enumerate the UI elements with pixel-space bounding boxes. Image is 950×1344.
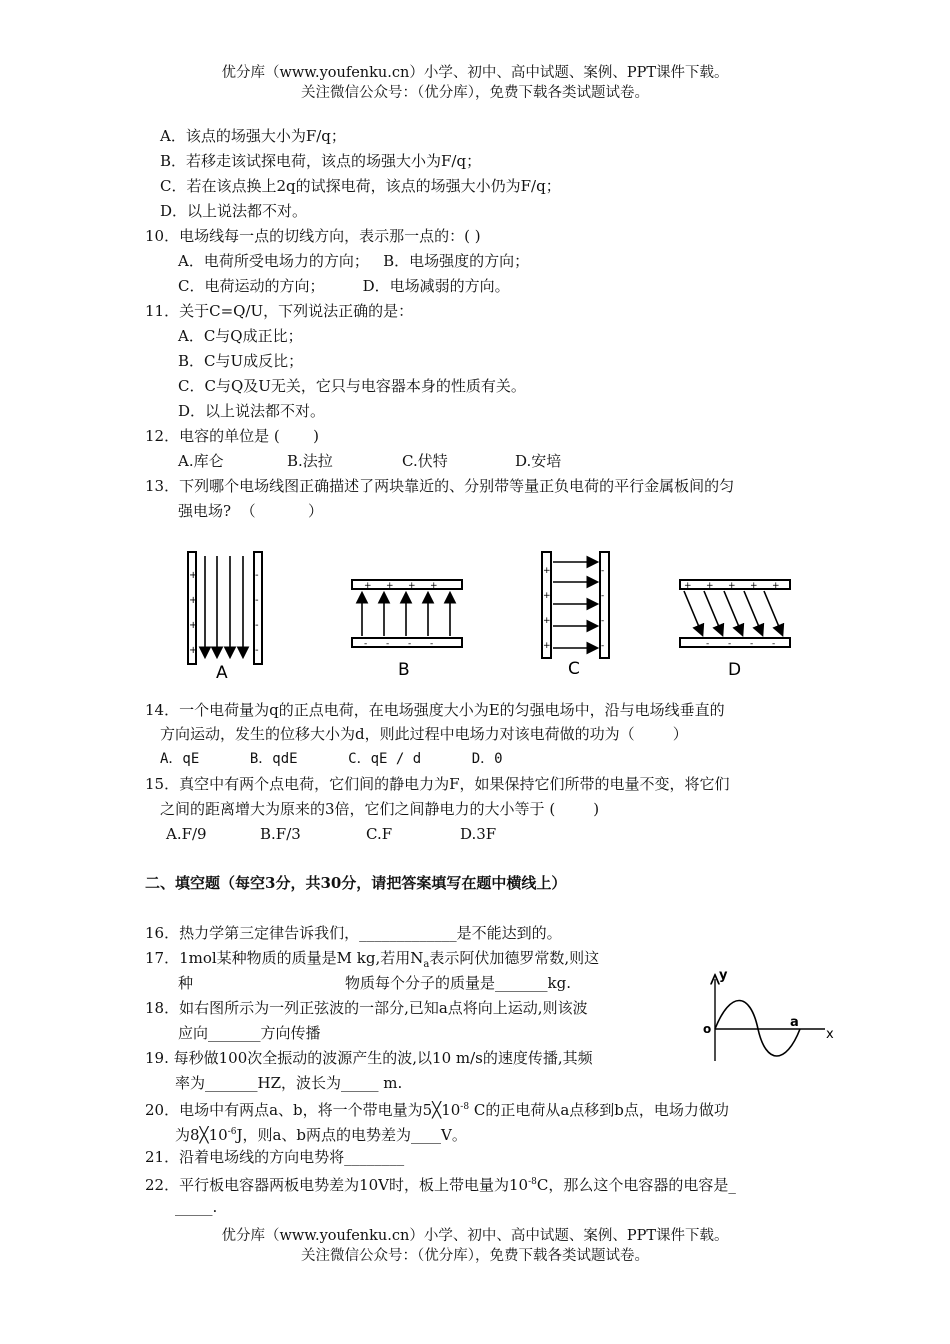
- wave-point-a-label: a: [790, 1015, 799, 1030]
- svg-text:+: +: [430, 581, 438, 591]
- svg-text:-: -: [601, 641, 605, 651]
- svg-text:+: +: [728, 581, 736, 591]
- q12-option-d: D.安培: [515, 452, 562, 470]
- svg-text:+: +: [364, 581, 372, 591]
- figure-d: [676, 572, 796, 682]
- q22-exponent: -8: [528, 1177, 537, 1187]
- q12-option-b: B.法拉: [287, 452, 333, 470]
- q22-line-2: _____.: [175, 1198, 218, 1216]
- q20-line-2-text: 为8╳10: [175, 1126, 228, 1144]
- figure-a: [180, 548, 270, 683]
- svg-text:+: +: [386, 581, 394, 591]
- svg-text:+: +: [189, 645, 198, 656]
- svg-text:-: -: [430, 639, 434, 649]
- q21: 21．沿着电场线的方向电势将________: [145, 1148, 405, 1166]
- q9-option-a: A．该点的场强大小为F/q；: [160, 127, 346, 145]
- sine-wave: [715, 1001, 800, 1057]
- q11-option-c: C．C与Q及U无关，它只与电容器本身的性质有关。: [178, 377, 526, 395]
- q17-line-2a: 种: [178, 974, 194, 992]
- figure-a-label: A: [216, 663, 228, 683]
- q22-line-1: [145, 1172, 736, 1195]
- q18-line-1: 18．如右图所示为一列正弦波的一部分,已知a点将向上运动,则该波: [145, 999, 588, 1017]
- svg-text:-: -: [601, 591, 605, 601]
- q15-option-d: D.3F: [460, 825, 497, 843]
- q15-option-c: C.F: [366, 825, 393, 843]
- q14-line-1: 14．一个电荷量为q的正点电荷，在电场强度大小为E的匀强电场中，沿与电场线垂直的: [145, 701, 725, 719]
- q9-option-b: B．若移走该试探电荷，该点的场强大小为F/q；: [160, 152, 482, 170]
- figure-c-label: C: [568, 659, 580, 678]
- q15-option-b: B.F/3: [260, 825, 301, 843]
- figure-b: [348, 572, 468, 682]
- svg-text:-: -: [408, 639, 412, 649]
- q17-line-1-rest: 表示阿伏加德罗常数,则这: [429, 949, 600, 967]
- footer-line-2: 关注微信公众号：（优分库），免费下载各类试题试卷。: [301, 1248, 649, 1264]
- q9-option-c: C．若在该点换上2q的试探电荷，该点的场强大小仍为F/q；: [160, 177, 561, 195]
- q15-line-2: 之间的距离增大为原来的3倍，它们之间静电力的大小等于 ( ): [160, 800, 600, 818]
- q11-option-b: B．C与U成反比；: [178, 352, 304, 370]
- header-line-1: 优分库（www.youfenku.cn）小学、初中、高中试题、案例、PPT课件下载。: [221, 65, 729, 81]
- svg-text:-: -: [255, 570, 259, 581]
- svg-text:-: -: [255, 620, 259, 631]
- q11-stem: 11．关于C=Q/U，下列说法正确的是：: [145, 302, 414, 320]
- svg-text:+: +: [543, 566, 551, 576]
- q18-line-2: 应向_______方向传播: [178, 1024, 321, 1042]
- q10-stem: 10．电场线每一点的切线方向，表示那一点的：( ): [145, 227, 481, 245]
- svg-text:+: +: [543, 591, 551, 601]
- svg-text:-: -: [364, 639, 368, 649]
- q14-options: A．qE B．qdE C．qE / d D．0: [160, 751, 503, 767]
- header-line-2: 关注微信公众号：（优分库），免费下载各类试题试卷。: [301, 85, 649, 101]
- q22-line-1-rest: C，那么这个电容器的电容是_: [536, 1176, 736, 1194]
- svg-text:-: -: [601, 616, 605, 626]
- q20-line-1: [145, 1097, 729, 1120]
- svg-text:-: -: [750, 639, 754, 649]
- q17-line-1-text: 17．1mol某种物质的质量是M kg,若用N: [145, 949, 424, 967]
- q10-options-cd: C．电荷运动的方向； D．电场减弱的方向。: [178, 277, 510, 295]
- svg-text:+: +: [706, 581, 714, 591]
- q20-line-1-text: 20．电场中有两点a、b，将一个带电量为5╳10: [145, 1101, 461, 1119]
- svg-text:-: -: [255, 595, 259, 606]
- q11-option-a: A．C与Q成正比；: [178, 327, 303, 345]
- figure-b-label: B: [398, 660, 410, 680]
- svg-text:+: +: [189, 595, 198, 606]
- q13-line-2: 强电场? （ ）: [178, 502, 324, 520]
- q20-exponent-1: -8: [460, 1102, 470, 1112]
- wave-x-label: x: [826, 1027, 834, 1042]
- q16: 16．热力学第三定律告诉我们，_____________是不能达到的。: [145, 924, 562, 942]
- section-2-title: 二、填空题（每空3分，共30分，请把答案填写在题中横线上）: [145, 874, 567, 892]
- q22-line-1-text: 22．平行板电容器两板电势差为10V时，板上带电量为10: [145, 1176, 529, 1194]
- wave-origin-label: o: [703, 1022, 712, 1036]
- footer-line-1: 优分库（www.youfenku.cn）小学、初中、高中试题、案例、PPT课件下载。: [221, 1228, 729, 1244]
- svg-text:+: +: [750, 581, 758, 591]
- wave-figure: [695, 965, 845, 1065]
- svg-text:+: +: [684, 581, 692, 591]
- svg-text:-: -: [706, 639, 710, 649]
- q17-line-2b: 物质每个分子的质量是_______kg.: [345, 974, 571, 992]
- q12-option-a: A.库仑: [178, 452, 224, 470]
- q19-line-1: 19. 每秒做100次全振动的波源产生的波,以10 m/s的速度传播,其频: [145, 1049, 593, 1067]
- q19-line-2: 率为_______HZ，波长为_____ m.: [175, 1074, 403, 1092]
- q12-option-c: C.伏特: [402, 452, 448, 470]
- q20-line-2-rest: J，则a、b两点的电势差为____V。: [236, 1126, 467, 1144]
- q10-options-ab: A．电荷所受电场力的方向； B．电场强度的方向；: [178, 252, 530, 270]
- q15-option-a: A.F/9: [166, 825, 207, 843]
- q20-line-2: [175, 1122, 467, 1145]
- figure-c: [538, 548, 618, 678]
- q9-option-d: D．以上说法都不对。: [160, 202, 308, 220]
- svg-text:+: +: [408, 581, 416, 591]
- svg-text:-: -: [728, 639, 732, 649]
- q20-line-1-rest: C的正电荷从a点移到b点，电场力做功: [469, 1101, 729, 1119]
- svg-text:-: -: [255, 645, 259, 656]
- svg-text:+: +: [189, 620, 198, 631]
- svg-text:+: +: [189, 570, 198, 581]
- q17-subscript: a: [423, 959, 430, 970]
- q11-option-d: D．以上说法都不对。: [178, 402, 326, 420]
- q14-line-2: 方向运动，发生的位移大小为d，则此过程中电场力对该电荷做的功为（ ）: [160, 725, 688, 743]
- svg-text:+: +: [772, 581, 780, 591]
- figure-d-label: D: [728, 660, 742, 680]
- q20-exponent-2: -6: [227, 1127, 237, 1137]
- q15-line-1: 15．真空中有两个点电荷，它们间的静电力为F，如果保持它们所带的电量不变，将它们: [145, 775, 730, 793]
- q12-stem: 12．电容的单位是 ( ): [145, 427, 319, 445]
- svg-text:-: -: [386, 639, 390, 649]
- svg-text:-: -: [601, 566, 605, 576]
- svg-text:+: +: [543, 641, 551, 651]
- svg-text:+: +: [543, 616, 551, 626]
- wave-y-label: y: [719, 968, 728, 983]
- q13-line-1: 13．下列哪个电场线图正确描述了两块靠近的、分别带等量正负电荷的平行金属板间的匀: [145, 477, 735, 495]
- svg-text:-: -: [772, 639, 776, 649]
- q17-line-1: [145, 948, 599, 975]
